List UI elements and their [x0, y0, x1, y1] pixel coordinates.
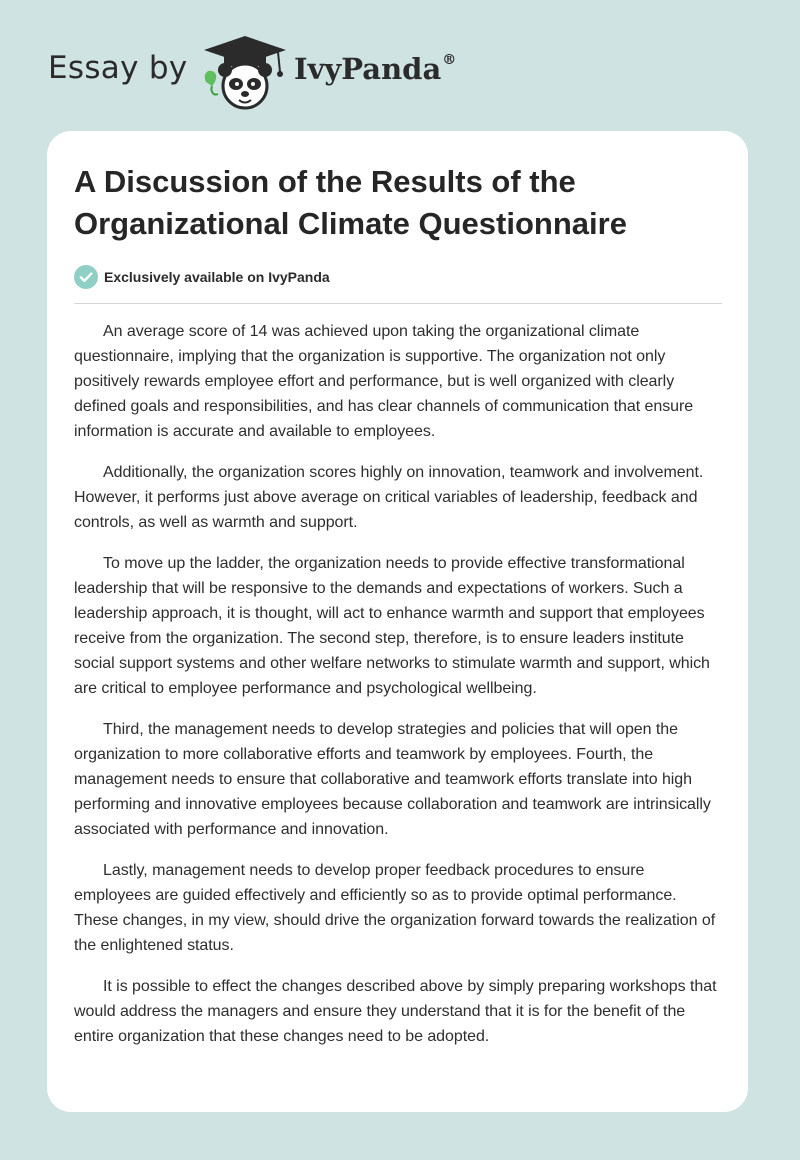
essay-title: A Discussion of the Results of the Organizational Climate Questionnaire [74, 164, 627, 241]
panda-graduation-cap-logo-icon[interactable] [200, 34, 290, 110]
essay-card [47, 131, 748, 1112]
essay-by-label: Essay by [48, 50, 188, 86]
essay-paragraph: To move up the ladder, the organization needs to provide effective transformational leadership that will be responsive to the demands and expectations of workers. Such a leadership approach, it is thought, will act to enhance warmth and support that employees receive from the organization. The second step, therefore, is to ensure leaders institute social support systems and other welfare networks to stimulate warmth and support, which are critical to employee performance and psychological wellbeing. [74, 555, 710, 697]
title-divider [74, 303, 722, 304]
exclusive-badge [74, 265, 330, 289]
essay-paragraph: It is possible to effect the changes described above by simply preparing workshops that would address the managers and ensure they understand that it is for the benefit of the entire organization that these changes need to be adopted. [74, 978, 717, 1045]
site-header [48, 30, 508, 110]
essay-paragraph: Third, the management needs to develop strategies and policies that will open the organization to more collaborative efforts and teamwork by employees. Fourth, the management needs to ensure that collaborative and teamwork efforts translate into high performing and innovative employees because collaboration and teamwork are intrinsically associated with performance and innovation. [74, 721, 711, 838]
exclusive-badge-text: Exclusively available on IvyPanda [104, 269, 330, 285]
essay-body [74, 319, 724, 1065]
essay-paragraph: Lastly, management needs to develop proper feedback procedures to ensure employees are guided effectively and efficiently so as to provide optimal performance. These changes, in my view, should drive the organization forward towards the realization of the enlightened status. [74, 862, 716, 954]
registered-mark: ® [442, 52, 457, 69]
check-circle-icon [74, 265, 98, 289]
essay-paragraph: An average score of 14 was achieved upon taking the organizational climate questionnaire, implying that the organization is supportive. The organization not only positively rewards employee effort and performance, but is well organized with clearly defined goals and responsibilities, and has clear channels of communication that ensure information is accurate and available to employees. [74, 323, 694, 440]
essay-paragraph: Additionally, the organization scores highly on innovation, teamwork and involvement. However, it performs just above average on critical variables of leadership, feedback and controls, as well as warmth and support. [74, 464, 704, 531]
ivypanda-brand-name[interactable]: IvyPanda® [294, 52, 457, 86]
